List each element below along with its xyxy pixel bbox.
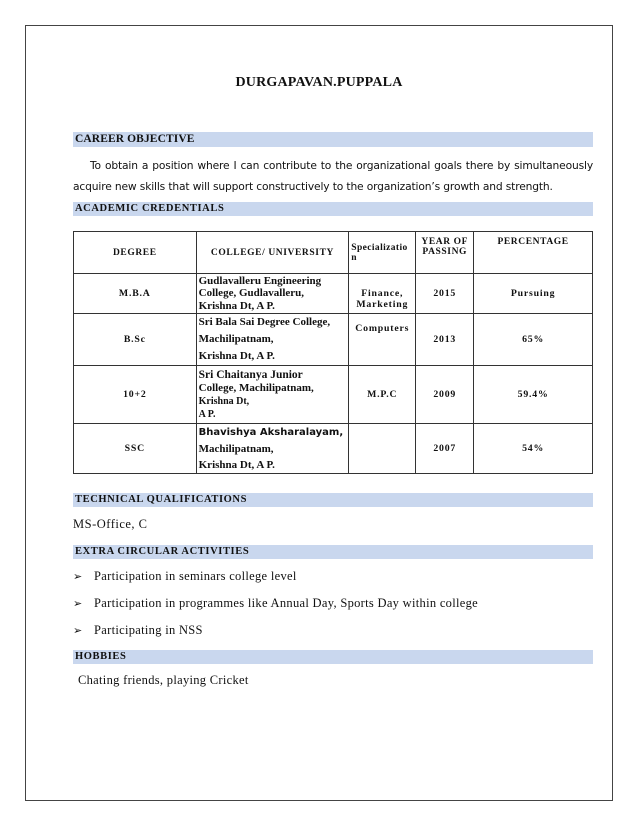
year-cell: 2009 xyxy=(416,366,474,424)
activities-list xyxy=(73,563,613,644)
specialization-cell xyxy=(349,424,416,474)
college-line: A P. xyxy=(198,408,216,420)
percentage-cell: Pursuing xyxy=(474,274,593,314)
section-extra-activities: EXTRA CIRCULAR ACTIVITIES xyxy=(73,545,593,559)
college-line: Sri Chaitanya Junior xyxy=(198,368,303,381)
year-cell: 2015 xyxy=(416,274,474,314)
year-cell: 2007 xyxy=(416,424,474,474)
table-header-row xyxy=(74,232,593,274)
specialization-cell: Finance, Marketing xyxy=(349,274,416,314)
college-line: College, Gudlavalleru, xyxy=(198,287,305,300)
technical-text: MS-Office, C xyxy=(73,517,148,531)
college-cell xyxy=(196,274,349,314)
college-line: Krishna Dt, xyxy=(198,395,250,407)
table-row xyxy=(74,424,593,474)
candidate-name: DURGAPAVAN.PUPPALA xyxy=(235,75,403,90)
header-degree: DEGREE xyxy=(74,232,197,274)
header-year: YEAR OF PASSING xyxy=(416,232,474,274)
table-row xyxy=(74,366,593,424)
section-career-objective: CAREER OBJECTIVE xyxy=(73,132,593,147)
college-cell xyxy=(196,314,349,366)
percentage-cell: 65% xyxy=(474,314,593,366)
specialization-cell: Computers xyxy=(349,314,416,366)
degree-cell: SSC xyxy=(74,424,197,474)
college-cell xyxy=(196,424,349,474)
college-line: Bhavishya Aksharalayam, xyxy=(198,426,344,438)
degree-cell: M.B.A xyxy=(74,274,197,314)
percentage-cell: 59.4% xyxy=(474,366,593,424)
table-row xyxy=(74,274,593,314)
arrow-bullet-icon: ➢ xyxy=(73,624,83,637)
academic-table xyxy=(73,231,593,474)
list-item xyxy=(73,563,613,590)
college-line: Krishna Dt, A P. xyxy=(198,350,275,362)
activity-text: Participation in programmes like Annual Day, Sports Day within college xyxy=(94,596,479,610)
list-item xyxy=(73,590,613,617)
section-academic-credentials: ACADEMIC CREDENTIALS xyxy=(73,202,593,216)
list-item xyxy=(73,617,613,644)
specialization-cell: M.P.C xyxy=(349,366,416,424)
hobbies-text: Chating friends, playing Cricket xyxy=(78,673,249,687)
section-technical-qualifications: TECHNICAL QUALIFICATIONS xyxy=(73,493,593,507)
objective-text: To obtain a position where I can contribute to the organizational goals there by simultaneously acquire new skills that will support constructively to the organization’s growth and strength. xyxy=(73,159,593,193)
college-line: Krishna Dt, A P. xyxy=(198,458,275,471)
arrow-bullet-icon: ➢ xyxy=(73,597,83,610)
college-line: Machilipatnam, xyxy=(198,442,274,455)
college-line: Machilipatnam, xyxy=(198,333,274,345)
arrow-bullet-icon: ➢ xyxy=(73,570,83,583)
header-college: COLLEGE/ UNIVERSITY xyxy=(196,232,349,274)
year-cell: 2013 xyxy=(416,314,474,366)
degree-cell: 10+2 xyxy=(74,366,197,424)
section-hobbies: HOBBIES xyxy=(73,650,593,664)
activity-text: Participation in seminars college level xyxy=(94,569,297,583)
header-percentage: PERCENTAGE xyxy=(474,232,593,274)
table-row xyxy=(74,314,593,366)
percentage-cell: 54% xyxy=(474,424,593,474)
degree-cell: B.Sc xyxy=(74,314,197,366)
college-line: Sri Bala Sai Degree College, xyxy=(198,316,331,328)
header-specialization: Specialization xyxy=(349,232,416,274)
college-line: Krishna Dt, A P. xyxy=(198,299,275,312)
activity-text: Participating in NSS xyxy=(94,623,203,637)
college-line: Gudlavalleru Engineering xyxy=(198,274,322,287)
college-line: College, Machilipatnam, xyxy=(198,381,314,394)
college-cell xyxy=(196,366,349,424)
